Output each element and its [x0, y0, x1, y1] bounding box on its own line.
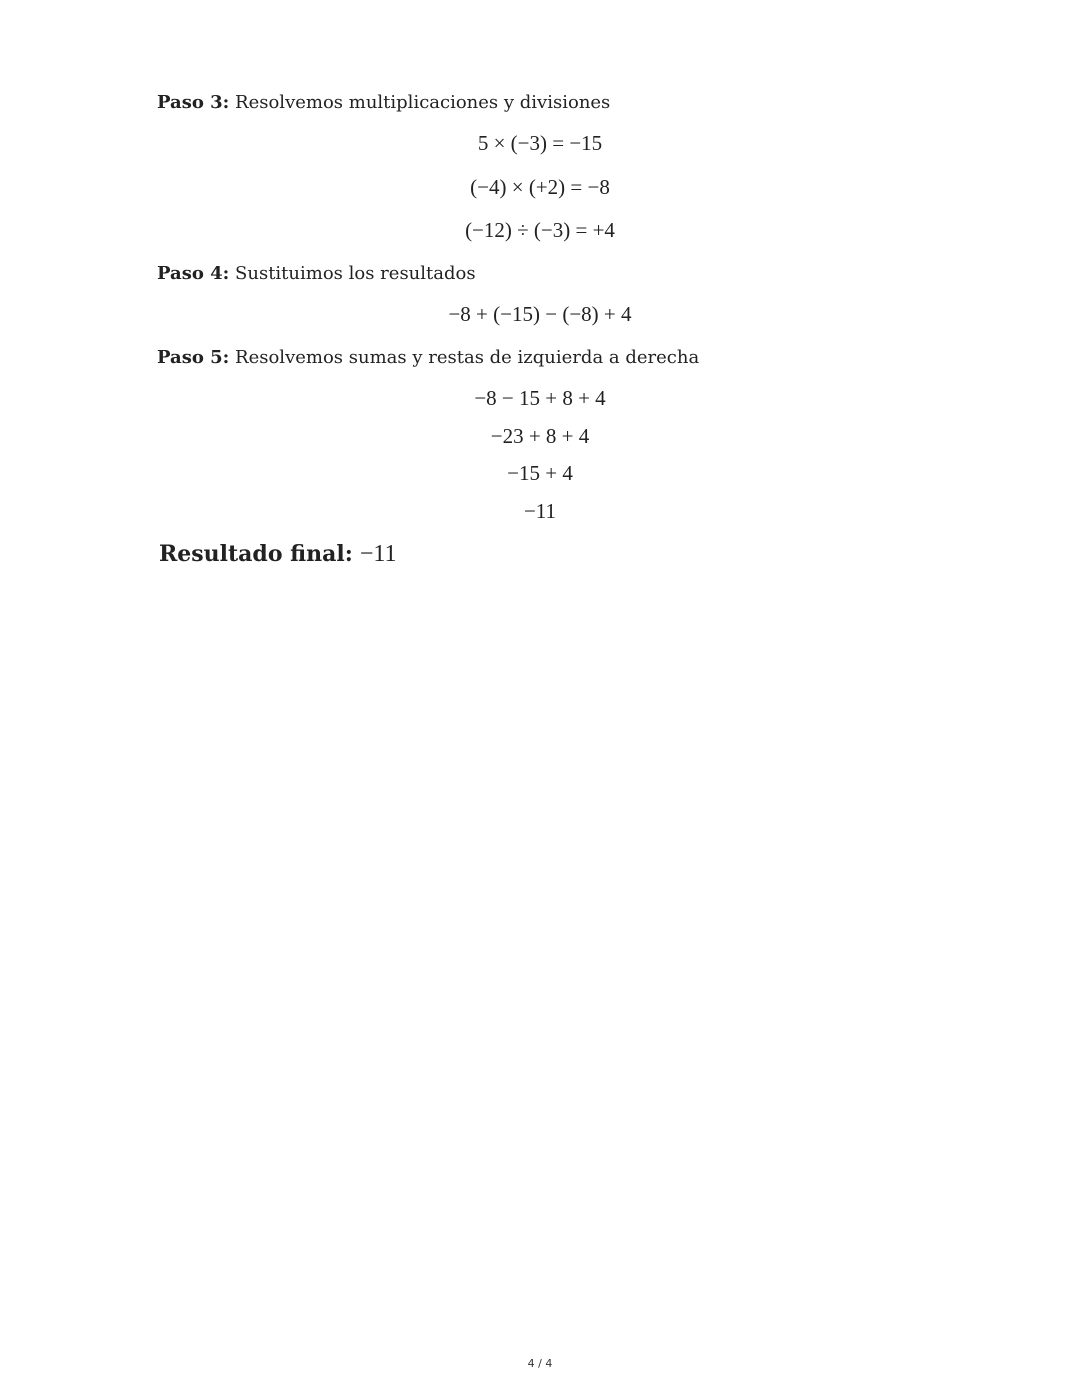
equation: −8 + (−15) − (−8) + 4	[448, 302, 632, 326]
final-result	[159, 541, 397, 568]
page-number: 4 / 4	[527, 1357, 553, 1370]
step-4-label: Paso 4:	[157, 263, 230, 284]
equation: −8 − 15 + 8 + 4	[474, 386, 606, 410]
equation: −15 + 4	[507, 461, 573, 485]
step-3-label: Paso 3:	[157, 92, 230, 113]
equation: 5 × (−3) = −15	[477, 131, 603, 155]
step-3-text: Resolvemos multiplicaciones y divisiones	[235, 92, 611, 113]
equation: (−12) ÷ (−3) = +4	[465, 218, 615, 242]
equation: −23 + 8 + 4	[490, 424, 590, 448]
equation: (−4) × (+2) = −8	[470, 175, 610, 199]
step-4-text: Sustituimos los resultados	[235, 263, 476, 284]
step-5-text: Resolvemos sumas y restas de izquierda a derecha	[235, 347, 700, 368]
step-5-label: Paso 5:	[157, 347, 230, 368]
equation: −11	[523, 499, 557, 523]
final-result-value: −11	[359, 541, 397, 567]
step-4-heading	[157, 263, 476, 284]
final-result-label: Resultado final:	[159, 541, 353, 567]
step-3-heading	[157, 92, 610, 113]
step-5-heading	[157, 347, 699, 368]
